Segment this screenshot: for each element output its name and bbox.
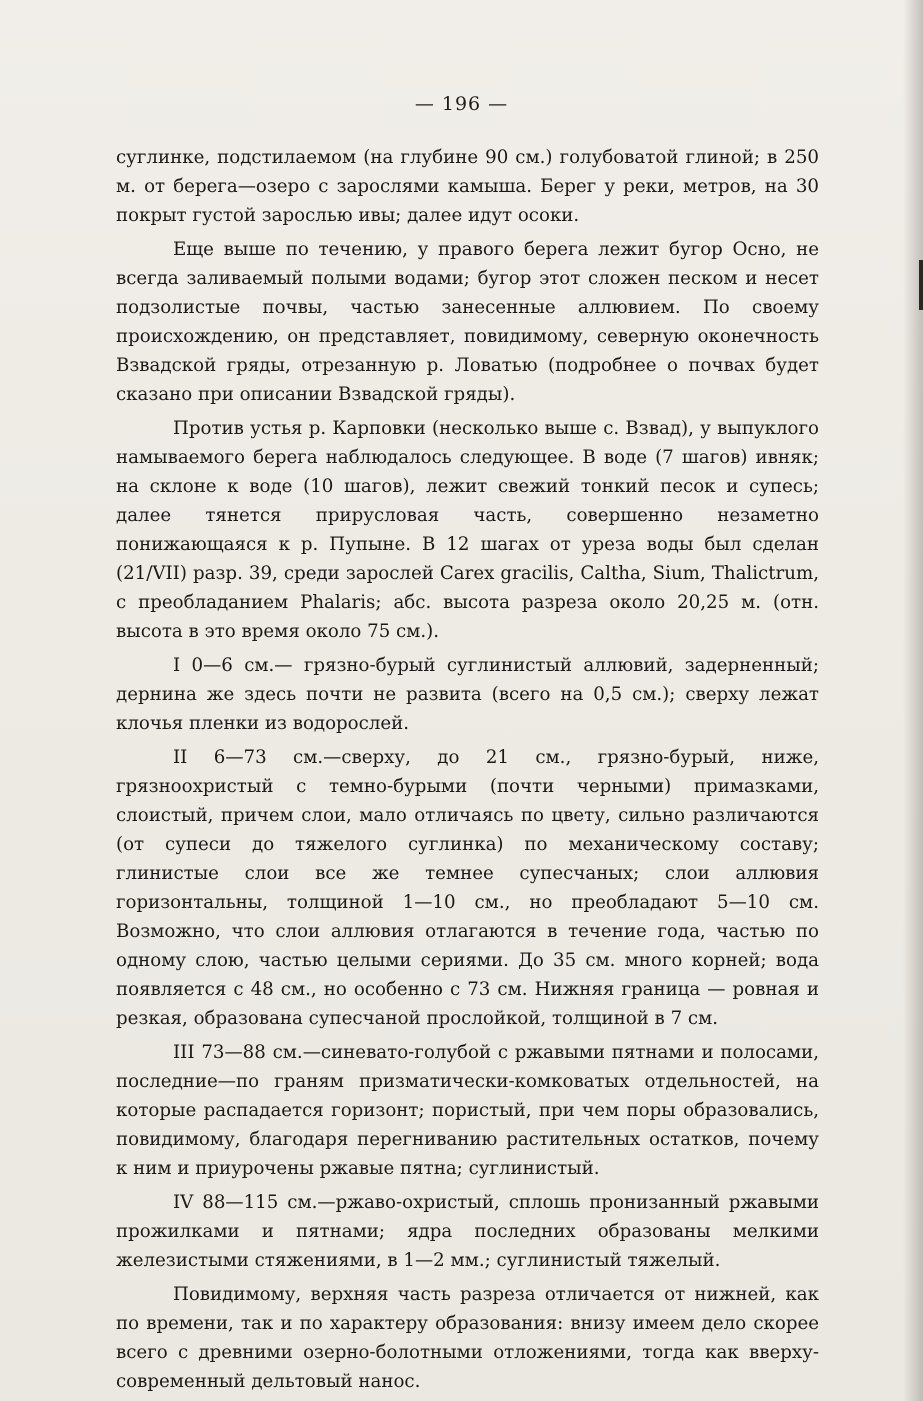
page-edge-shadow	[903, 0, 923, 1401]
horizon-ii: II 6—73 см.—сверху, до 21 см., грязно-бурый, ниже, грязноохристый с темно-бурыми (почти черными) примазками, слоистый, причем слои, мало отличаясь по цвету, сильно различаются (от супеси до тяжелого суглинка) по механическому составу; глинистые слои все же темнее супесчаных; слои аллювия горизонтальны, толщиной 1—10 см., но преобладают 5—10 см. Возможно, что слои аллювия отлагаются в течение года, частью по одному слою, частью целыми сериями. До 35 см. много корней; вода появляется с 48 см., но особенно с 73 см. Нижняя граница — ровная и резкая, образована супесчаной прослойкой, толщиной в 7 см.	[116, 747, 819, 1029]
paragraph-conclusion: Повидимому, верхняя часть разреза отличается от нижней, как по времени, так и по характеру образования: внизу имеем дело скорее всего с древними озерно-болотными отложениями, тогда как вверху-современный дельтовый нанос.	[116, 1284, 819, 1392]
body-text	[116, 143, 819, 1401]
page-number: — 196 —	[414, 93, 509, 115]
binding-mark	[919, 260, 923, 310]
horizon-iv: IV 88—115 см.—ржаво-охристый, сплошь пронизанный ржавыми прожилками и пятнами; ядра последних образованы мелкими железистыми стяжениями, в 1—2 мм.; суглинистый тяжелый.	[116, 1192, 819, 1271]
horizon-iii: III 73—88 см.—синевато-голубой с ржавыми пятнами и полосами, последние—по граням призматически-комковатых отдельностей, на которые распадается горизонт; пористый, при чем поры образовались, повидимому, благодаря перегниванию растительных остатков, почему к ним и приурочены ржавые пятна; суглинистый.	[116, 1042, 819, 1179]
horizon-i: I 0—6 см.— грязно-бурый суглинистый аллювий, задерненный; дернина же здесь почти не развита (всего на 0,5 см.); сверху лежат клочья пленки из водорослей.	[116, 655, 819, 734]
paragraph-karpovka: Против устья р. Карповки (несколько выше с. Взвад), у выпуклого намываемого берега наблюдалось следующее. В воде (7 шагов) ивняк; на склоне к воде (10 шагов), лежит свежий тонкий песок и супесь; далее тянется прирусловая часть, совершенно незаметно понижающаяся к р. Пупыне. В 12 шагах от уреза воды был сделан (21/VII) разр. 39, среди зарослей Carex gracilis, Caltha, Sium, Thalictrum, с преобладанием Phalaris; абс. высота разреза около 20,25 м. (отн. высота в это время около 75 см.).	[116, 418, 819, 642]
paragraph-osno: Еще выше по течению, у правого берега лежит бугор Осно, не всегда заливаемый полыми водами; бугор этот сложен песком и несет подзолистые почвы, частью занесенные аллювием. По своему происхождению, он представляет, повидимому, северную оконечность Взвадской гряды, отрезанную р. Ловатью (подробнее о почвах будет сказано при описании Взвадской гряды).	[116, 239, 819, 405]
paragraph-continuation: суглинке, подстилаемом (на глубине 90 см.) голубоватой глиной; в 250 м. от берега—озеро с зарослями камыша. Берег у реки, метров, на 30 покрыт густой зарослью ивы; далее идут осоки.	[116, 147, 819, 226]
